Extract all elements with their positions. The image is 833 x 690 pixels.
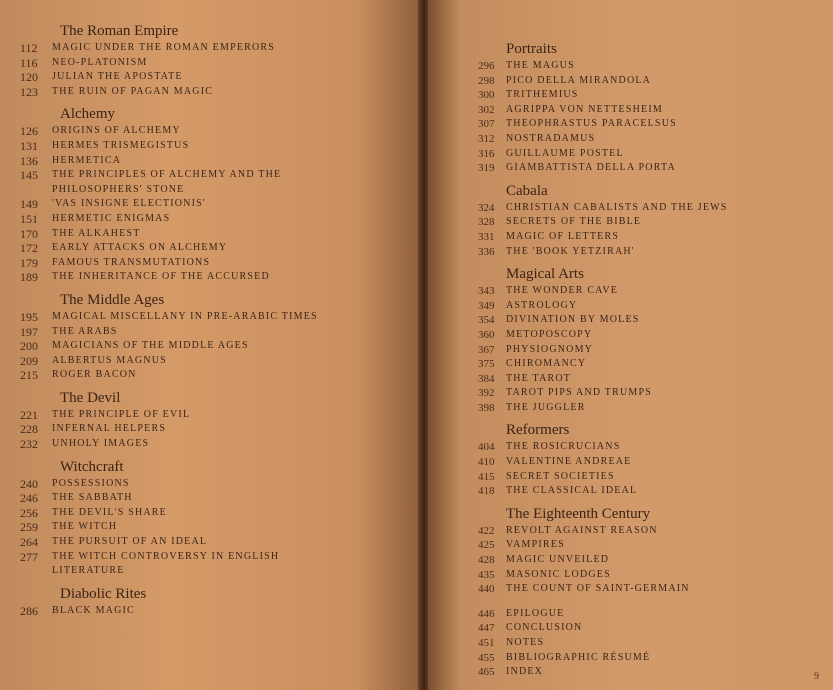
toc-entry [20, 550, 410, 579]
toc-entry [478, 455, 828, 470]
entry-title: THE MAGUS [506, 60, 575, 71]
entry-title: THE COUNT OF SAINT-GERMAIN [506, 583, 690, 595]
toc-entry [478, 313, 828, 328]
toc-entry [20, 41, 410, 56]
entry-title: MAGIC UNDER THE ROMAN EMPERORS [52, 42, 276, 53]
entry-title: BIBLIOGRAPHIC RÉSUMÉ [506, 651, 651, 663]
entry-title: SECRET SOCIETIES [506, 470, 615, 482]
entry-title: EARLY ATTACKS ON ALCHEMY [52, 242, 228, 254]
entry-title: METOPOSCOPY [506, 328, 593, 340]
entry-title: DIVINATION BY MOLES [506, 314, 640, 326]
entry-page-number: 126 [20, 124, 38, 139]
toc-entry [478, 665, 828, 680]
toc-section [478, 40, 828, 176]
section-heading: The Devil [60, 389, 121, 406]
toc-entry [20, 368, 410, 383]
entry-page-number: 116 [20, 55, 38, 70]
toc-section [478, 607, 828, 680]
toc-entry [20, 604, 410, 619]
entry-page-number: 404 [478, 441, 495, 454]
entry-page-number: 360 [478, 328, 495, 341]
left-contents-column [20, 22, 410, 624]
toc-entry [478, 328, 828, 343]
entry-page-number: 465 [478, 666, 495, 679]
entry-title: CHRISTIAN CABALISTS AND THE JEWS [506, 201, 728, 213]
entry-page-number: 145 [20, 168, 38, 183]
entry-title: NOTES [506, 637, 545, 648]
entry-page-number: 375 [478, 358, 495, 371]
entry-page-number: 440 [478, 583, 495, 596]
entry-title: MAGIC OF LETTERS [506, 230, 620, 242]
entry-title: VAMPIRES [506, 539, 565, 551]
toc-section [20, 389, 410, 452]
entry-page-number: 221 [20, 407, 38, 422]
entry-page-number: 316 [478, 147, 495, 160]
toc-entry [20, 325, 410, 340]
entry-title: THE DEVIL'S SHARE [52, 506, 167, 518]
entry-title: JULIAN THE APOSTATE [52, 71, 183, 83]
entry-title: PHYSIOGNOMY [506, 343, 594, 355]
section-heading: Magical Arts [506, 266, 584, 283]
entry-page-number: 307 [478, 118, 495, 131]
entry-page-number: 398 [478, 401, 495, 414]
entry-page-number: 324 [478, 201, 495, 214]
entry-page-number: 246 [20, 491, 38, 506]
entry-page-number: 447 [478, 622, 495, 635]
page-folio: 9 [814, 671, 819, 682]
entry-page-number: 131 [20, 138, 38, 153]
entry-title: TRITHEMIUS [506, 89, 579, 101]
entry-title: HERMES TRISMEGISTUS [52, 139, 190, 151]
entry-title: ORIGINS OF ALCHEMY [52, 125, 181, 137]
entry-page-number: 319 [478, 162, 495, 175]
entry-title: GIAMBATTISTA DELLA PORTA [506, 162, 676, 174]
toc-entry [20, 241, 410, 256]
entry-page-number: 425 [478, 539, 495, 552]
entry-page-number: 392 [478, 387, 495, 400]
entry-page-number: 200 [20, 339, 38, 354]
toc-entry [478, 215, 828, 230]
toc-entry [478, 74, 828, 89]
section-heading: The Roman Empire [60, 23, 179, 39]
entry-title: CHIROMANCY [506, 358, 587, 370]
toc-entry [20, 85, 410, 100]
toc-entry [20, 491, 410, 506]
toc-entry [20, 56, 410, 71]
entry-title: PICO DELLA MIRANDOLA [506, 74, 652, 86]
entry-page-number: 349 [478, 299, 495, 312]
entry-title: BLACK MAGIC [52, 604, 135, 616]
toc-entry [478, 299, 828, 314]
toc-entry [20, 70, 410, 85]
entry-title: MAGICIANS OF THE MIDDLE AGES [52, 340, 249, 352]
entry-title: CONCLUSION [506, 622, 583, 634]
toc-section [20, 22, 410, 99]
toc-entry [478, 651, 828, 666]
toc-entry [20, 310, 410, 325]
entry-title: NEO-PLATONISM [52, 56, 148, 68]
section-heading: Cabala [506, 182, 548, 199]
entry-title: THE PRINCIPLE OF EVIL [52, 408, 191, 420]
section-heading: Witchcraft [60, 458, 124, 475]
toc-entry [478, 201, 828, 216]
entry-page-number: 331 [478, 230, 495, 243]
toc-entry [20, 339, 410, 354]
entry-page-number: 256 [20, 505, 38, 520]
entry-page-number: 136 [20, 153, 38, 168]
toc-section [20, 458, 410, 579]
toc-section [478, 182, 828, 259]
entry-title: THE JUGGLER [506, 401, 586, 413]
toc-entry [20, 520, 410, 535]
toc-entry [478, 161, 828, 176]
entry-title: AGRIPPA VON NETTESHEIM [506, 103, 663, 115]
entry-title: THE WITCH [52, 521, 118, 533]
toc-entry [478, 132, 828, 147]
entry-page-number: 296 [478, 60, 495, 72]
toc-entry [20, 154, 410, 169]
toc-entry [478, 636, 828, 651]
toc-entry [478, 607, 828, 622]
entry-page-number: 123 [20, 84, 38, 99]
toc-entry [20, 437, 410, 452]
toc-entry [20, 256, 410, 271]
entry-page-number: 179 [20, 255, 38, 270]
toc-entry [478, 582, 828, 597]
entry-title: EPILOGUE [506, 607, 565, 619]
entry-page-number: 302 [478, 103, 495, 116]
entry-title: MASONIC LODGES [506, 568, 611, 580]
toc-entry [478, 103, 828, 118]
toc-entry [20, 227, 410, 242]
toc-entry [478, 386, 828, 401]
entry-title: THE CLASSICAL IDEAL [506, 485, 638, 497]
toc-entry [478, 484, 828, 499]
toc-entry [478, 230, 828, 245]
section-heading: Diabolic Rites [60, 585, 147, 602]
entry-page-number: 232 [20, 437, 38, 452]
entry-page-number: 328 [478, 216, 495, 229]
entry-page-number: 300 [478, 89, 495, 102]
toc-entry [478, 147, 828, 162]
toc-entry [20, 124, 410, 139]
entry-page-number: 228 [20, 422, 38, 437]
entry-title: NOSTRADAMUS [506, 132, 596, 144]
toc-entry [20, 139, 410, 154]
entry-page-number: 149 [20, 197, 38, 212]
toc-entry [20, 168, 410, 197]
toc-entry [20, 212, 410, 227]
toc-entry [478, 88, 828, 103]
entry-page-number: 415 [478, 470, 495, 483]
section-heading: Portraits [506, 41, 557, 57]
entry-page-number: 384 [478, 372, 495, 385]
entry-title: REVOLT AGAINST REASON [506, 524, 658, 536]
toc-section [478, 505, 828, 597]
toc-entry [478, 372, 828, 387]
entry-title: HERMETICA [52, 154, 122, 166]
entry-title: VALENTINE ANDREAE [506, 456, 632, 468]
toc-entry [478, 568, 828, 583]
entry-title: SECRETS OF THE BIBLE [506, 216, 642, 228]
entry-title: ASTROLOGY [506, 299, 578, 311]
entry-page-number: 240 [20, 476, 38, 491]
toc-entry [478, 524, 828, 539]
entry-title: MAGIC UNVEILED [506, 554, 610, 566]
entry-page-number: 446 [478, 607, 495, 620]
entry-title: THE ROSICRUCIANS [506, 441, 621, 453]
entry-page-number: 172 [20, 241, 38, 256]
entry-title: THE ARABS [52, 325, 118, 337]
entry-title: HERMETIC ENIGMAS [52, 212, 171, 224]
entry-title: MAGICAL MISCELLANY IN PRE-ARABIC TIMES [52, 310, 318, 322]
toc-entry [478, 284, 828, 299]
entry-page-number: 195 [20, 309, 38, 324]
right-contents-column [478, 40, 828, 686]
toc-entry [478, 621, 828, 636]
toc-section [20, 291, 410, 383]
toc-entry [478, 470, 828, 485]
entry-page-number: 120 [20, 70, 38, 85]
toc-entry [20, 354, 410, 369]
entry-page-number: 264 [20, 535, 38, 550]
entry-title: FAMOUS TRANSMUTATIONS [52, 256, 211, 268]
toc-entry [478, 117, 828, 132]
entry-title: 'VAS INSIGNE ELECTIONIS' [52, 198, 206, 210]
entry-page-number: 312 [478, 132, 495, 145]
entry-title: THEOPHRASTUS PARACELSUS [506, 118, 677, 130]
entry-page-number: 197 [20, 324, 38, 339]
entry-page-number: 336 [478, 245, 495, 258]
toc-section [20, 105, 410, 285]
entry-title: THE PRINCIPLES OF ALCHEMY AND THE PHILOSOPHERS' STONE [52, 169, 282, 195]
section-heading: The Eighteenth Century [506, 505, 651, 522]
entry-title: THE SABBATH [52, 492, 133, 504]
entry-title: INDEX [506, 666, 544, 678]
entry-page-number: 151 [20, 211, 38, 226]
entry-title: THE 'BOOK YETZIRAH' [506, 245, 635, 257]
entry-page-number: 189 [20, 270, 38, 285]
entry-title: INFERNAL HELPERS [52, 423, 167, 435]
entry-page-number: 170 [20, 226, 38, 241]
entry-title: THE ALKAHEST [52, 227, 141, 239]
entry-page-number: 209 [20, 353, 38, 368]
entry-title: UNHOLY IMAGES [52, 438, 150, 450]
entry-page-number: 215 [20, 368, 38, 383]
toc-section [478, 421, 828, 498]
entry-page-number: 259 [20, 520, 38, 535]
entry-title: TAROT PIPS AND TRUMPS [506, 387, 653, 399]
section-heading: Reformers [506, 422, 570, 439]
toc-section [20, 585, 410, 619]
right-page [428, 0, 833, 690]
toc-entry [478, 245, 828, 260]
toc-entry [478, 401, 828, 416]
entry-title: THE TAROT [506, 372, 572, 384]
entry-title: ROGER BACON [52, 369, 137, 381]
toc-entry [20, 535, 410, 550]
toc-entry [20, 422, 410, 437]
entry-page-number: 367 [478, 343, 495, 356]
section-heading: The Middle Ages [60, 291, 165, 308]
entry-page-number: 422 [478, 524, 495, 537]
toc-entry [478, 538, 828, 553]
entry-page-number: 277 [20, 549, 38, 564]
toc-entry [20, 506, 410, 521]
toc-section [478, 265, 828, 415]
toc-entry [20, 408, 410, 423]
toc-entry [20, 270, 410, 285]
entry-title: THE WITCH CONTROVERSY IN ENGLISH LITERATURE [52, 550, 280, 577]
toc-entry [478, 59, 828, 74]
toc-entry [478, 440, 828, 455]
entry-page-number: 410 [478, 456, 495, 469]
entry-title: THE RUIN OF PAGAN MAGIC [52, 85, 214, 97]
entry-page-number: 455 [478, 651, 495, 664]
entry-page-number: 354 [478, 314, 495, 327]
entry-title: ALBERTUS MAGNUS [52, 354, 167, 366]
entry-page-number: 435 [478, 568, 495, 581]
toc-entry [478, 343, 828, 358]
entry-page-number: 418 [478, 485, 495, 498]
entry-page-number: 298 [478, 74, 495, 87]
entry-page-number: 343 [478, 285, 495, 298]
entry-title: THE PURSUIT OF AN IDEAL [52, 536, 208, 548]
section-heading: Alchemy [60, 106, 115, 123]
entry-page-number: 112 [20, 41, 38, 55]
toc-entry [20, 477, 410, 492]
entry-title: GUILLAUME POSTEL [506, 147, 624, 159]
entry-title: THE WONDER CAVE [506, 285, 619, 297]
entry-title: POSSESSIONS [52, 477, 130, 489]
toc-entry [20, 197, 410, 212]
entry-page-number: 428 [478, 554, 495, 567]
toc-entry [478, 553, 828, 568]
entry-page-number: 451 [478, 637, 495, 649]
entry-title: THE INHERITANCE OF THE ACCURSED [52, 271, 270, 283]
toc-entry [478, 357, 828, 372]
entry-page-number: 286 [20, 603, 38, 618]
